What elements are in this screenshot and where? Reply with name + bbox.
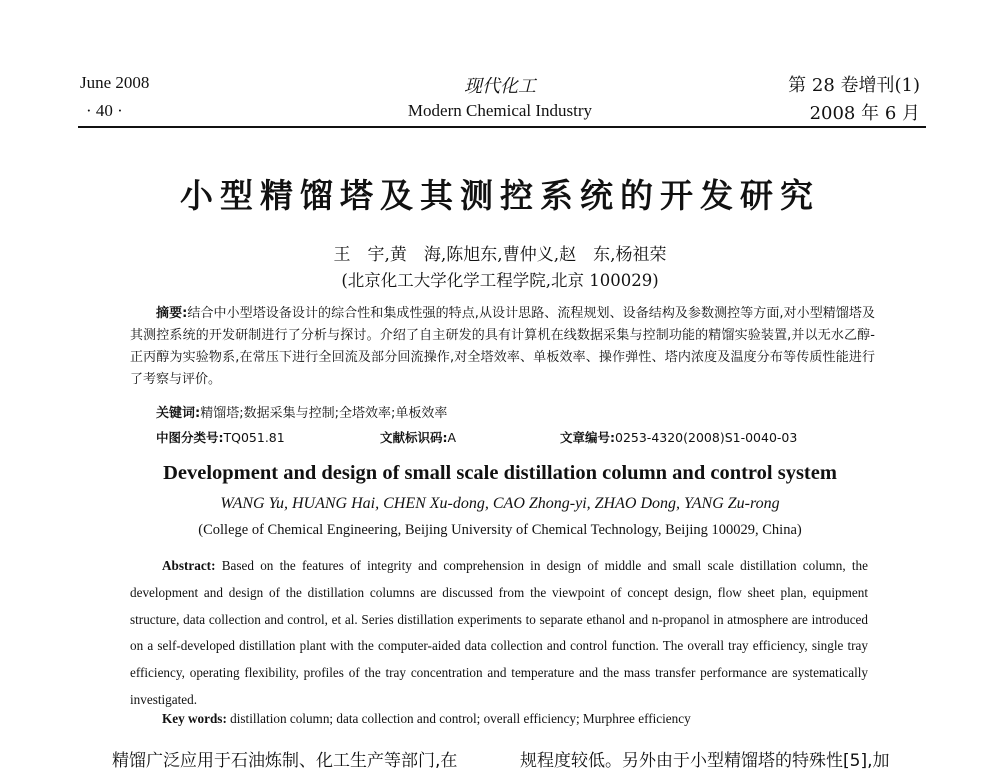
authors-cn: 王 宇,黄 海,陈旭东,曹仲义,赵 东,杨祖荣	[333, 245, 667, 265]
abstract-en-label: Abstract:	[162, 558, 216, 573]
keywords-cn-label: 关键词:	[156, 406, 201, 421]
body-text-left-column: 精馏广泛应用于石油炼制、化工生产等部门,在	[112, 751, 458, 771]
article-number	[560, 428, 797, 446]
journal-title-en: Modern Chemical Industry	[407, 101, 593, 120]
affiliation-cn: (北京化工大学化学工程学院,北京 100029)	[341, 271, 659, 290]
clc-value: TQ051.81	[223, 430, 285, 445]
clc-label: 中图分类号:	[156, 430, 224, 445]
document-code	[380, 428, 456, 446]
abstract-cn	[130, 303, 875, 391]
article-number-label: 文章编号:	[560, 430, 615, 445]
body-text-right-column: 规程度较低。另外由于小型精馏塔的特殊性[5],加	[520, 751, 890, 771]
abstract-cn-text: 结合中小型塔设备设计的综合性和集成性强的特点,从设计思路、流程规划、设备结构及参数测控等方面,对小型精馏塔及其测控系统的开发研制进行了分析与探讨。介绍了自主研发的具有计算机在线数据采集与控制功能的精馏实验装置,并以无水乙醇-正丙醇为实验物系,在常压下进行全回流及部分回流操作,对全塔效率、单板效率、操作弹性、塔内浓度及温度分布等传质性能进行了考察与评价。	[130, 306, 875, 387]
page-title: 小型精馏塔及其测控系统的开发研究	[180, 176, 820, 215]
keywords-en-text: distillation column; data collection and control; overall efficiency; Murphree efficiency	[230, 711, 691, 726]
authors-en: WANG Yu, HUANG Hai, CHEN Xu-dong, CAO Zhong-yi, ZHAO Dong, YANG Zu-rong	[220, 495, 780, 512]
header-date-cn: 2008 年 6 月	[809, 103, 920, 124]
doc-code-value: A	[447, 430, 457, 445]
keywords-cn-text: 精馏塔;数据采集与控制;全塔效率;单板效率	[200, 406, 448, 421]
abstract-en	[130, 553, 868, 714]
keywords-en-label: Key words:	[162, 711, 227, 726]
affiliation-en: (College of Chemical Engineering, Beijing University of Chemical Technology, Beijing 100029, China)	[198, 522, 802, 538]
article-number-value: 0253-4320(2008)S1-0040-03	[615, 430, 798, 445]
journal-title-cn: 现代化工	[464, 76, 536, 97]
title-en: Development and design of small scale distillation column and control system	[163, 462, 837, 484]
abstract-en-text: Based on the features of integrity and comprehension in design of middle and small scale distillation column, the development and design of the distillation columns are discussed from the viewpoint of concept design, flow sheet plan, equipment structure, data collection and control, et al. Series distillation experiments to separate ethanol and n-propanol in atmosphere are introduced on a self-developed distillation plant with the computer-aided data collection and control function. The overall tray efficiency, single tray efficiency, operating flexibility, profiles of the tray concentration and temperature and the mass transfer performance are systematically investigated.	[130, 558, 868, 707]
page-number: · 40 ·	[86, 101, 123, 120]
keywords-en	[162, 711, 691, 727]
volume-info: 第 28 卷增刊(1)	[788, 75, 920, 96]
doc-code-label: 文献标识码:	[380, 430, 448, 445]
clc-number	[156, 428, 285, 446]
abstract-cn-label: 摘要:	[156, 306, 188, 321]
keywords-cn	[156, 402, 447, 421]
header-rule	[78, 126, 926, 128]
header-date-en: June 2008	[80, 73, 150, 92]
